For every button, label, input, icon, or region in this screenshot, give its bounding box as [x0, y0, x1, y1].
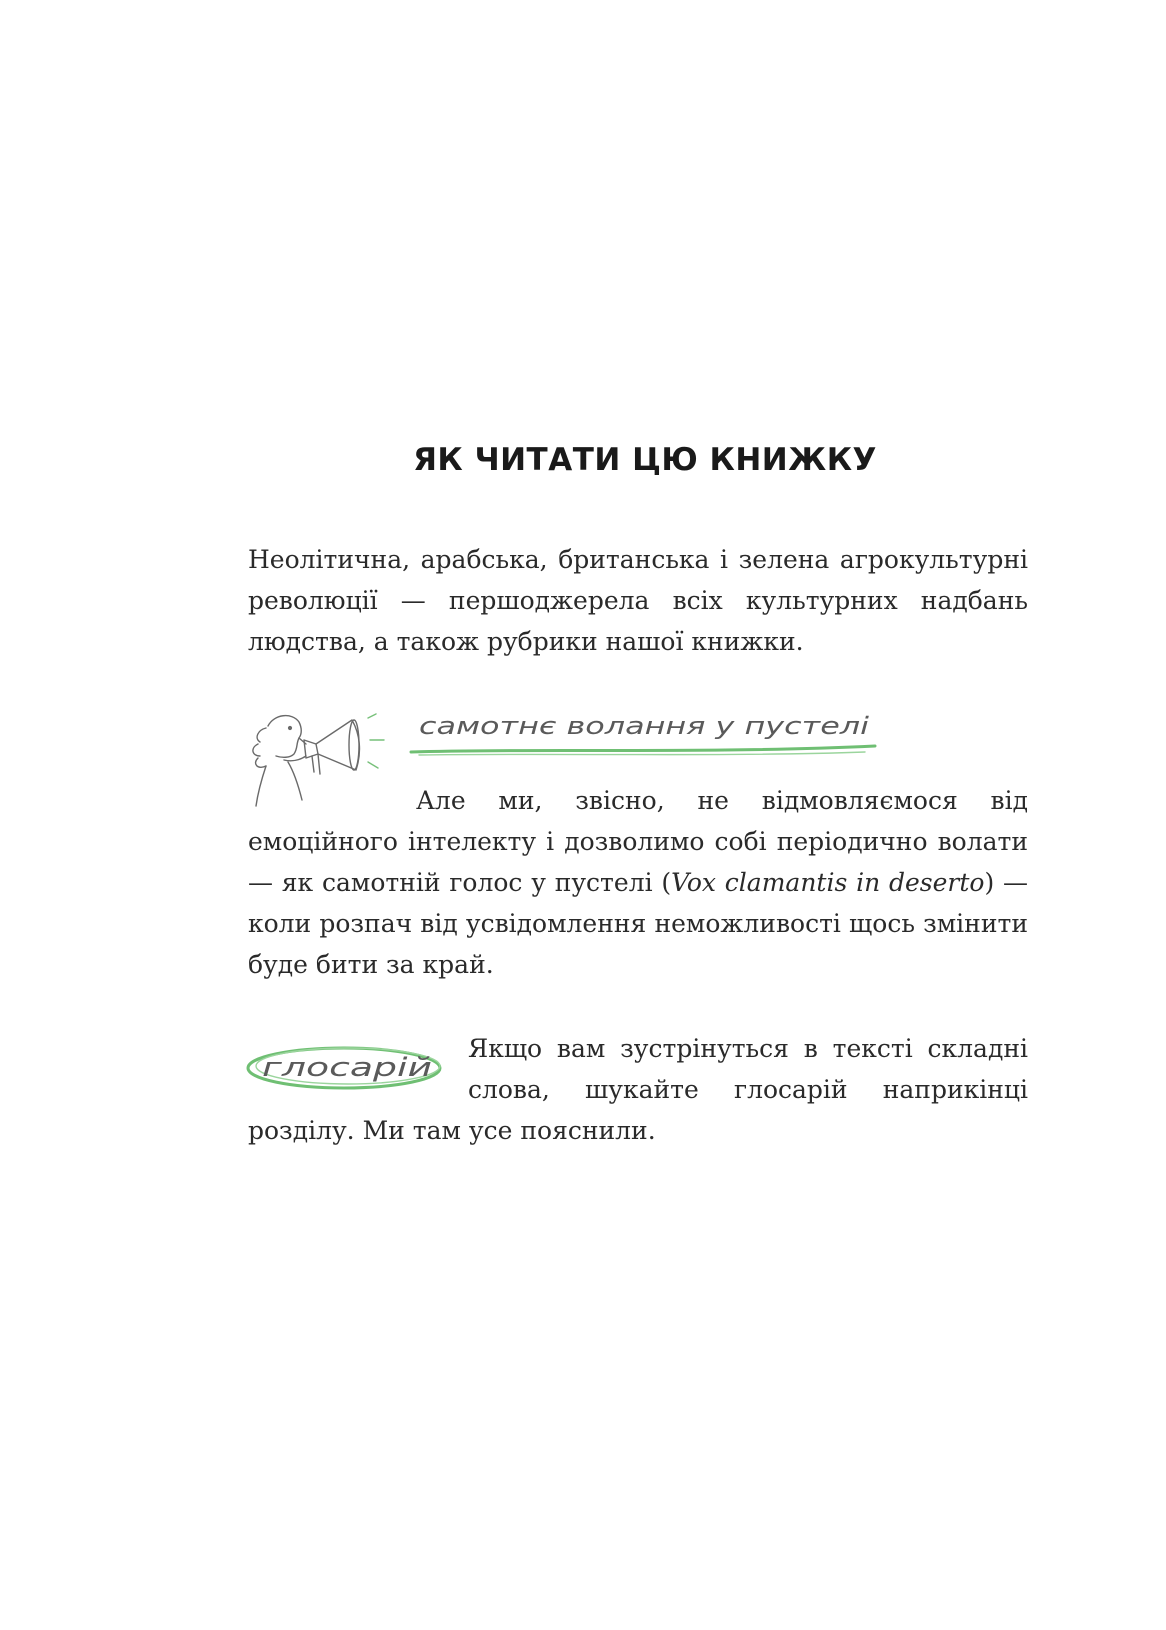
- rubric-label: [405, 708, 910, 768]
- rubric-paragraph: Але ми, звісно, не відмовляємося від емоційного інтелекту і дозволимо собі періодично волати — як самотній голос у пустелі (Vox clamantis in deserto) — коли розпач від усвідомлення неможливості щось змінити буде бити за край.: [248, 786, 1028, 979]
- rubric-label-text: самотнє волання у пустелі: [419, 712, 870, 740]
- page-title: ЯК ЧИТАТИ ЦЮ КНИЖКУ: [413, 442, 877, 478]
- rubric-underline: [411, 746, 875, 752]
- glossary-label-text: глосарій: [262, 1053, 432, 1083]
- glossary-paragraph: Якщо вам зустрінуться в тексті складні слова, шукайте глосарій наприкінці розділу. Ми там усе пояснили.: [248, 1034, 1028, 1145]
- intro-paragraph: Неолітична, арабська, британська і зелена агрокультурні революції — першоджерела всіх культурних надбань людства, а також рубрики нашої книжки.: [248, 545, 1028, 656]
- latin-phrase: Vox clamantis in deserto: [671, 868, 985, 897]
